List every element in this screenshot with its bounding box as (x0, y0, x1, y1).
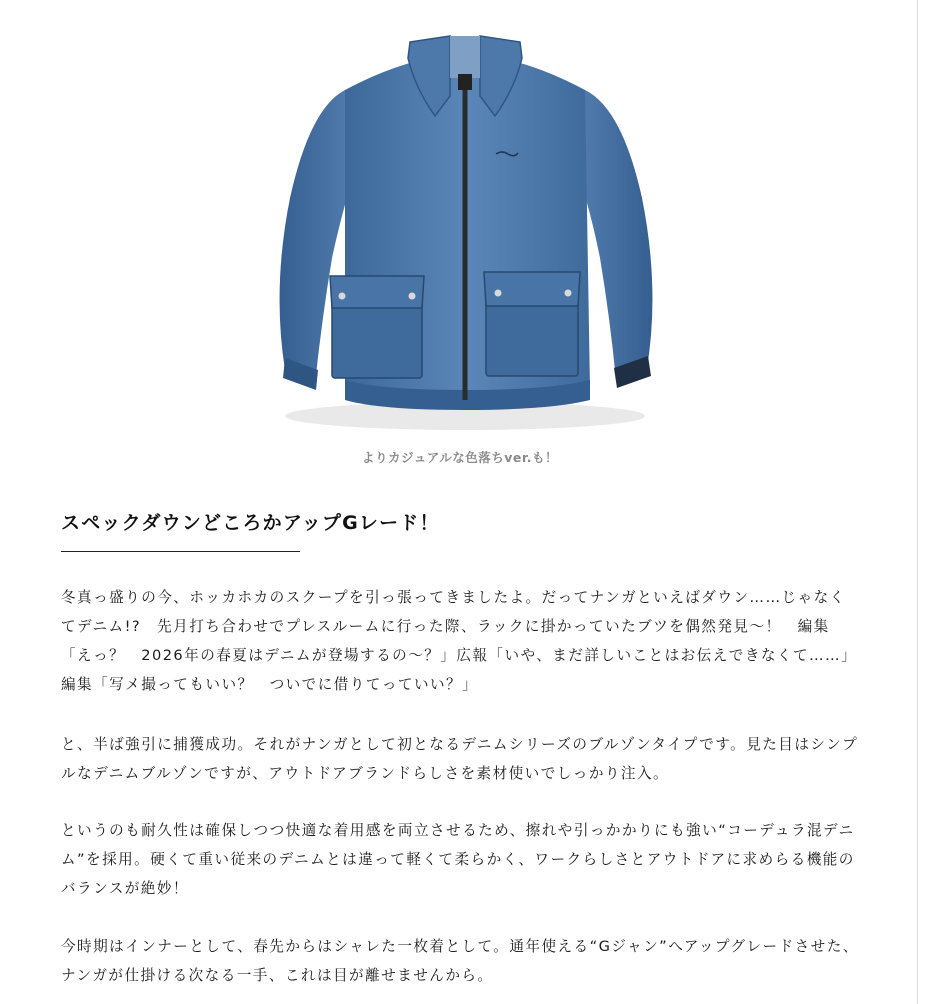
right-border (917, 0, 918, 1004)
right-pocket-flap (484, 272, 580, 306)
product-image (250, 18, 680, 443)
heading-underline (61, 551, 300, 552)
left-pocket-flap (330, 276, 424, 308)
image-caption: よりカジュアルな色落ちver.も！ (361, 450, 558, 465)
collar-inside (450, 36, 480, 78)
left-pocket-snap-2 (409, 293, 416, 300)
right-pocket-snap-1 (495, 290, 502, 297)
paragraph-1: 冬真っ盛りの今、ホッカホカのスクープを引っ張ってきましたよ。だってナンガといえばダウン……じゃなくてデニム!? 先月打ち合わせでプレスルームに行った際、ラックに掛かっていたブツを偶然発見～！ 編集「えっ？ 2026年の春夏はデニムが登場するの～？」広報「いや、まだ詳しいことはお伝えできなくて……」編集「写メ撮ってもいい？ ついでに借りてっていい？」 (61, 589, 858, 693)
section-heading: スペックダウンどころかアップGレード！ (61, 512, 440, 534)
paragraph-2: と、半ば強引に捕獲成功。それがナンガとして初となるデニムシリーズのブルゾンタイプです。見た目はシンプルなデニムブルゾンですが、アウトドアブランドらしさを素材使いでしっかり注入。 (61, 736, 859, 782)
denim-jacket-illustration (250, 18, 680, 443)
paragraph-3: というのも耐久性は確保しつつ快適な着用感を両立させるため、擦れや引っかかりにも強い“コーデュラ混デニム”を採用。硬くて重い従来のデニムとは違って軽くて柔らかく、ワークらしさとアウトドアに求めらる機能のバランスが絶妙！ (61, 822, 855, 897)
left-pocket-snap-1 (339, 293, 346, 300)
paragraph-4: 今時期はインナーとして、春先からはシャレた一枚着として。通年使える“Gジャン”へアップグレードさせた、ナンガが仕掛ける次なる一手、これは目が離せませんから。 (61, 938, 859, 984)
label-tag (458, 74, 472, 90)
right-pocket-snap-2 (565, 290, 572, 297)
